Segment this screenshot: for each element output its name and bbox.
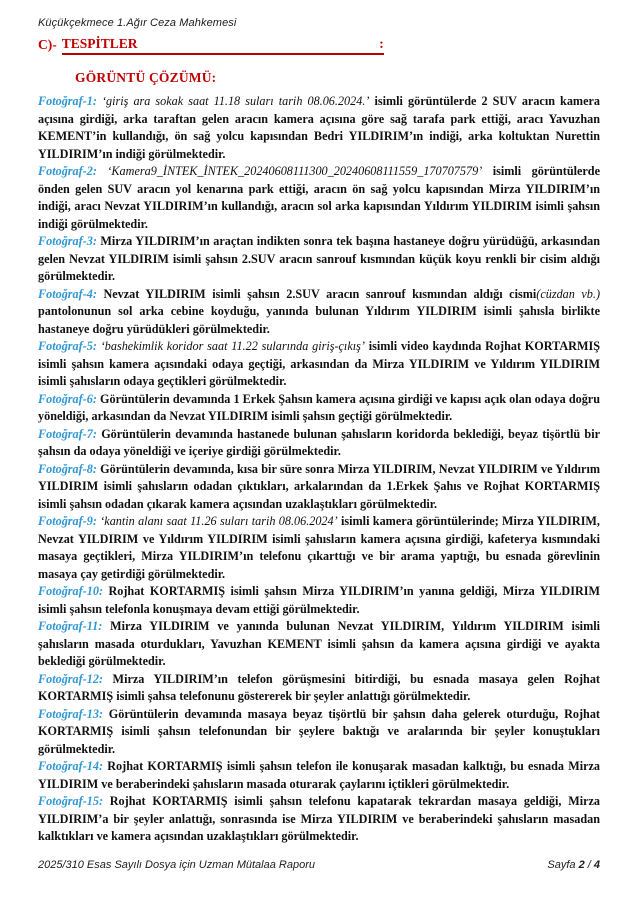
paragraph-text: isimli video kaydında Rojhat KORTARMIŞ isimli şahsın kamera açısındaki odaya geçtiği, arkasından da Mirza YILDIRIM ve Yıldırım YILDIRIM isimli şahısların odaya geçtikleri görülmektedir.	[38, 339, 600, 388]
photo-paragraph	[38, 671, 600, 706]
footer-page-number: 2	[578, 859, 585, 871]
photo-label: Fotoğraf-5:	[38, 339, 97, 353]
photo-paragraph	[38, 461, 600, 514]
paragraph-text: isimli kamera görüntülerinde; Mirza YILDIRIM, Nevzat YILDIRIM ve Yıldırım YILDIRIM isimli şahısların kamera açısına girdiği, kafeterya kısmındaki masaya geçtikleri, Mirza YILDIRIM’ın telefonu çıkarttığı ve bir arama yaptığı, bu esnada görevlinin masaya çay getirdiği görülmektedir.	[38, 514, 600, 581]
photo-paragraph	[38, 391, 600, 426]
paragraph-text: ‘giriş ara sokak saat 11.18 suları tarih 08.06.2024.’	[96, 94, 370, 108]
photo-label: Fotoğraf-8:	[38, 461, 97, 476]
photo-paragraph	[38, 93, 600, 163]
paragraph-text: (cüzdan vb.)	[536, 286, 601, 301]
paragraph-text: ‘kantin alanı saat 11.26 suları tarih 08.06.2024’	[96, 514, 338, 528]
paragraph-text: Mirza YILDIRIM’ın telefon görüşmesini bitirdiği, bu esnada masaya gelen Rojhat KORTARMIŞ isimli şahsa telefonunu göstererek bir şeyler anlattığı görülmektedir.	[38, 671, 600, 703]
photo-paragraph	[38, 618, 600, 671]
footer-report-title: 2025/310 Esas Sayılı Dosya için Uzman Mütalaa Raporu	[38, 859, 315, 871]
photo-label: Fotoğraf-7:	[38, 426, 97, 441]
paragraph-text: ‘bashekimlik koridor saat 11.22 sularında giriş-çıkış’	[96, 339, 365, 353]
photo-label: Fotoğraf-14:	[38, 759, 103, 773]
photo-label: Fotoğraf-13:	[38, 706, 103, 721]
photo-paragraph	[38, 233, 600, 286]
photo-paragraph	[38, 163, 600, 233]
paragraph-text: Görüntülerin devamında hastanede bulunan şahısların koridorda beklediği, beyaz tişörtlü bir şahsın da odaya yöneldiği ve içeriye girdiği görülmektedir.	[38, 426, 600, 458]
paragraph-text: Rojhat KORTARMIŞ isimli şahsın Mirza YILDIRIM’ın yanına geldiği, Mirza YILDIRIM isimli şahsın telefonla konuşmaya devam ettiği görülmektedir.	[38, 584, 600, 616]
photo-label: Fotoğraf-6:	[38, 391, 97, 406]
paragraph-text: Rojhat KORTARMIŞ isimli şahsın telefon ile konuşarak masadan kalktığı, bu esnada Mirza YILDIRIM ve beraberindeki şahısların masada oturarak çaylarını içtikleri görülmektedir.	[38, 759, 600, 791]
section-colon: :	[379, 36, 384, 51]
footer-page-indicator	[547, 859, 600, 871]
footer-page-label: Sayfa	[547, 859, 576, 871]
section-heading	[38, 36, 600, 55]
paragraph-text: isimli görüntülerde önden gelen SUV aracın yol kenarına park ettiği, aracın ön sağ yolcu kapısından Mirza YILDIRIM’ın indiği, aracı Nevzat YILDIRIM’ın kullandığı, aracın sol arka kapısından Yıldırım YILDIRIM isimli şahsın indiği görülmektedir.	[38, 164, 600, 231]
paragraph-text: Görüntülerin devamında 1 Erkek Şahsın kamera açısına girdiği ve kapısı açık olan odaya doğru yöneldiği, arkasından da Nevzat YILDIRIM isimli şahsın geçtiği görülmektedir.	[38, 391, 600, 423]
photo-label: Fotoğraf-4:	[38, 286, 97, 301]
photo-label: Fotoğraf-9:	[38, 514, 97, 528]
photo-paragraph	[38, 513, 600, 583]
footer-page-separator: /	[587, 859, 591, 871]
photo-label: Fotoğraf-3:	[38, 234, 97, 248]
photo-paragraph	[38, 286, 600, 339]
photo-label: Fotoğraf-2:	[38, 164, 97, 178]
paragraph-text: ‘Kamera9_İNTEK_İNTEK_20240608111300_20240608111559_170707579’	[96, 164, 483, 178]
section-underline	[62, 36, 384, 55]
section-prefix: C)-	[38, 37, 57, 52]
footer-total-pages: 4	[593, 859, 600, 871]
paragraph-text: Nevzat YILDIRIM isimli şahsın 2.SUV aracın sanrouf kısmından aldığı cismi	[96, 286, 537, 301]
photo-label: Fotoğraf-15:	[38, 794, 103, 808]
paragraph-text: Mirza YILDIRIM’ın araçtan indikten sonra tek başına hastaneye doğru yürüdüğü, arkasından gelen Nevzat YILDIRIM isimli şahsın 2.SUV aracın sanrouf kısmından küçük koyu renkli bir cisim aldığı görülmektedir.	[38, 234, 600, 283]
paragraph-text: Rojhat KORTARMIŞ isimli şahsın telefonu kapatarak tekrardan masaya geldiği, Mirza YILDIRIM’a bir şeyler anlattığı, sonrasında ise Mirza YILDIRIM ve beraberindeki şahısların masadan kalktıkları ve kamera açısından uzaklaştıkları görülmektedir.	[38, 794, 600, 843]
paragraph-text: isimli görüntülerde 2 SUV aracın kamera açısına girdiği, arka taraftan gelen aracın kamera açısına göre sağ tarafa park ettiği, aracı Yavuzhan KEMENT’in kullandığı, ön sağ yolcu kapısından Bedri YILDIRIM’ın indiği, arka koltuktan Nurettin YILDIRIM’ın indiği görülmektedir.	[38, 94, 600, 161]
photo-paragraph	[38, 426, 600, 461]
photo-label: Fotoğraf-1:	[38, 94, 97, 108]
paragraph-text: pantolonunun sol arka cebine koyduğu, yanında bulunan Yıldırım YILDIRIM isimli şahısla birlikte hastaneye doğru yürüdükleri görülmektedir.	[38, 304, 600, 336]
photo-paragraph	[38, 758, 600, 793]
subsection-title: GÖRÜNTÜ ÇÖZÜMÜ:	[75, 70, 217, 85]
court-header: Küçükçekmece 1.Ağır Ceza Mahkemesi	[38, 17, 237, 29]
page-footer	[38, 859, 600, 871]
photo-label: Fotoğraf-10:	[38, 584, 103, 598]
photo-paragraph	[38, 583, 600, 618]
paragraph-text: Görüntülerin devamında, kısa bir süre sonra Mirza YILDIRIM, Nevzat YILDIRIM ve Yıldırım YILDIRIM isimli şahısların odadan çıktıkları, arkalarından da 1.Erkek Şahıs ve Rojhat KORTARMIŞ isimli şahsın odadan çıkarak kamera açısından uzaklaştıkları görülmektedir.	[38, 461, 600, 511]
photo-label: Fotoğraf-11:	[38, 619, 103, 633]
photo-paragraph	[38, 793, 600, 846]
paragraph-text: Görüntülerin devamında masaya beyaz tişörtlü bir şahsın daha gelerek oturduğu, Rojhat KORTARMIŞ isimli şahsın telefonundan bir şeylere baktığı ve aralarında bir şeyler konuştukları görülmektedir.	[38, 706, 600, 756]
photo-paragraph	[38, 338, 600, 391]
section-title: TESPİTLER	[61, 36, 138, 51]
photo-paragraph	[38, 706, 600, 759]
paragraph-text: Mirza YILDIRIM ve yanında bulunan Nevzat YILDIRIM, Yıldırım YILDIRIM isimli şahısların masada oturdukları, Yavuzhan KEMENT isimli şahsın da kamera açısına girdiği ve ayakta beklediği görülmektedir.	[38, 619, 600, 668]
photo-label: Fotoğraf-12:	[38, 671, 103, 686]
paragraph-list	[38, 93, 600, 846]
